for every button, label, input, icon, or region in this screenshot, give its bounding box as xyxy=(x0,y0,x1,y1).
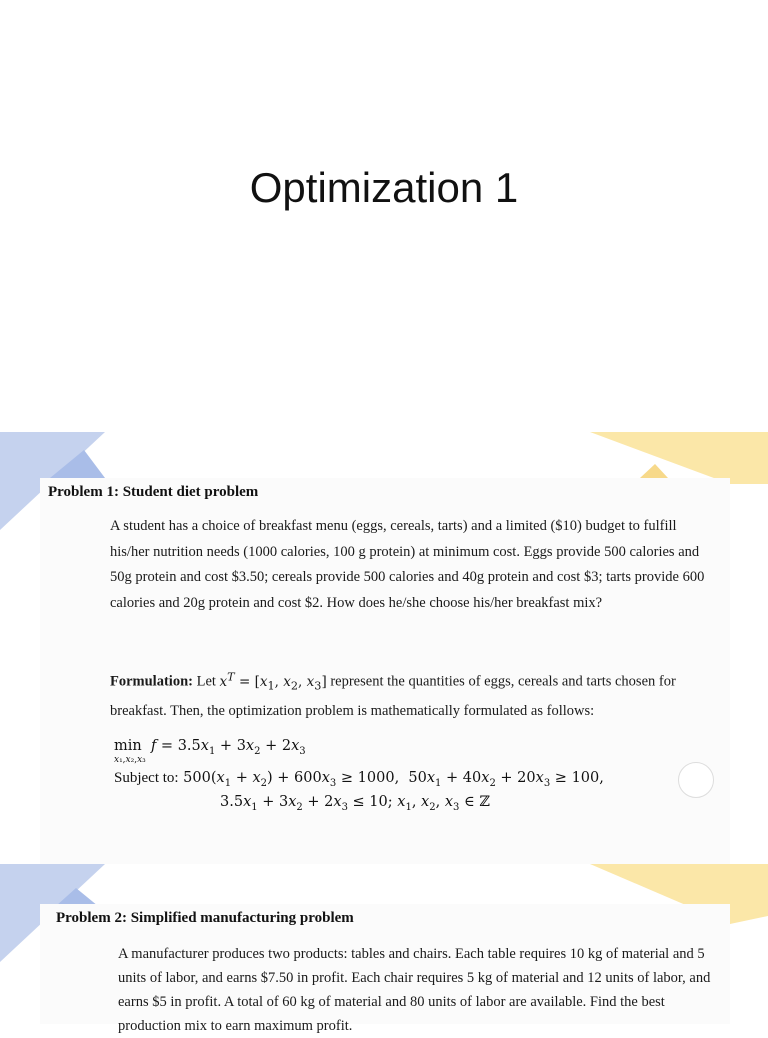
objective-function: $\min f = 3.5x_1 + 3x_2 + 2x_3$ xyxy=(114,738,306,757)
problem1-heading: Problem 1: Student diet problem xyxy=(48,484,259,500)
objective-subscript: x₁,x₂,x₃ xyxy=(114,755,146,765)
problem2-heading: Problem 2: Simplified manufacturing problem xyxy=(56,910,354,926)
formulation-label: Formulation: xyxy=(110,673,193,690)
problem1-slide xyxy=(0,432,768,864)
formulation-paragraph xyxy=(110,664,714,724)
constraint-line-1: Subject to: $500(x_1 + x_2) + 600x_3 \ge 1000$, $50x_1 + 40x_2 + 20x_3 \ge 100$, xyxy=(114,770,604,789)
problem2-slide xyxy=(0,864,768,1034)
formulation-let: Let xyxy=(196,673,216,690)
vector-definition: $x^T = [x_1$, $x_2$, $x_3$] xyxy=(219,670,327,693)
problem2-body: A manufacturer produces two products: tables and chairs. Each table requires 10 kg of material and 5 units of labor, and earns $7.50 in profit. Each chair requires 5 kg of material and 12 units of labor, and earns $5 in profit. A total of 60 kg of material and 80 units of labor are available. Find the best production mix to earn maximum profit. xyxy=(118,946,711,1034)
problem1-body: A student has a choice of breakfast menu (eggs, cereals, tarts) and a limited ($10) budget to fulfill his/her nutrition needs (1000 calories, 100 g protein) at minimum cost. Eggs provide 500 calories and 50g protein and cost $3.50; cereals provide 500 calories and 40g protein and cost $3; tarts provide 600 calories and 20g protein and cost $2. How does he/she choose his/her breakfast mix? xyxy=(110,518,705,611)
slide-title: Optimization 1 xyxy=(249,164,519,211)
subject-to-label: Subject to: xyxy=(114,770,179,786)
constraint-line-2: $3.5x_1 + 3x_2 + 2x_3 \le 10$; $x_1$, $x_2$, $x_3$ ∈ ℤ xyxy=(220,794,490,813)
formulation-text: represent the quantities of eggs, cereals and tarts chosen for breakfast. Then, the optimization problem is mathematically formulated as follows: xyxy=(110,673,676,719)
title-slide xyxy=(0,0,768,432)
circle-button[interactable] xyxy=(678,762,714,798)
